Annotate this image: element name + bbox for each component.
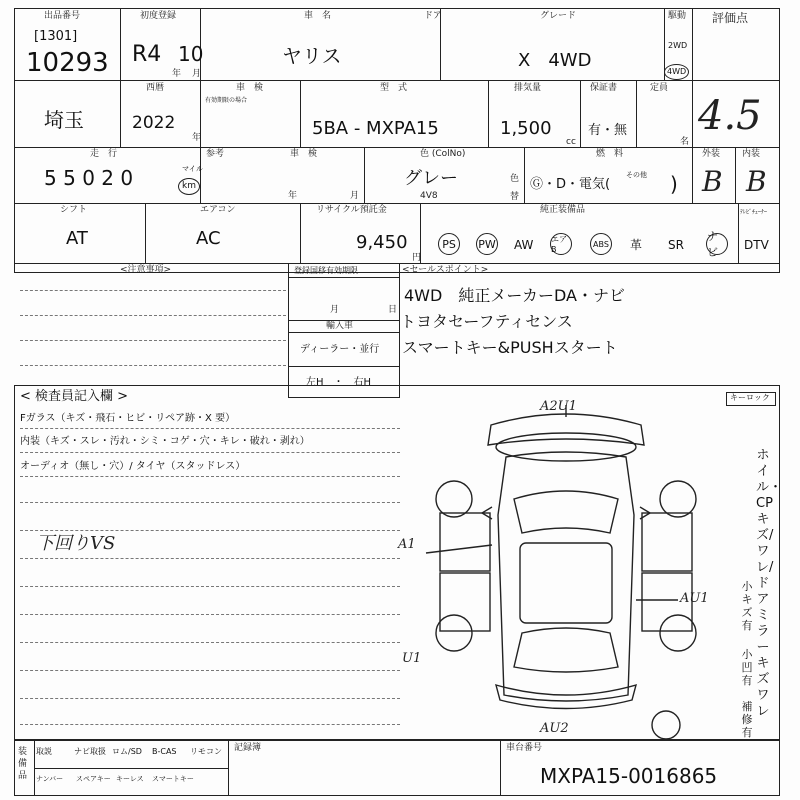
ac: AC bbox=[196, 228, 221, 249]
divider bbox=[580, 80, 581, 147]
month-unit: 月 bbox=[192, 69, 202, 79]
warranty-label: 保証書 bbox=[590, 83, 618, 93]
fuel-close: ) bbox=[670, 172, 678, 196]
inspector-line bbox=[20, 642, 400, 643]
recycle-unit: 円 bbox=[412, 253, 422, 263]
cc-unit: cc bbox=[566, 137, 576, 147]
divider bbox=[692, 8, 693, 147]
divider bbox=[300, 203, 301, 263]
rear-glass bbox=[514, 628, 618, 672]
drive-label: 駆動 bbox=[668, 11, 687, 21]
mileage-digit: 2 bbox=[101, 166, 115, 190]
legend-vertical: ホイル・CPキズ/ワレ/ドアミラーキズワレ bbox=[756, 448, 783, 719]
handwritten-note: 下回りVS bbox=[36, 533, 116, 554]
divider bbox=[735, 147, 736, 203]
fuel-other: その他 bbox=[626, 171, 647, 179]
inspection-label: 車 検 bbox=[236, 83, 264, 93]
region: 埼玉 bbox=[44, 108, 84, 132]
divider bbox=[34, 768, 228, 769]
mark-left: A1 bbox=[398, 537, 416, 552]
divider bbox=[14, 147, 780, 148]
inspection-note: 有効期限の場合 bbox=[205, 97, 248, 104]
divider bbox=[524, 147, 525, 203]
mileage-digit: 5 bbox=[63, 166, 76, 190]
model: 5BA - MXPA15 bbox=[312, 118, 439, 139]
fuel-label: 燃 料 bbox=[596, 149, 624, 159]
tv-label: ﾃﾚﾋﾞﾁｭｰﾅｰ bbox=[740, 209, 768, 216]
divider bbox=[300, 80, 301, 147]
front-bumper bbox=[488, 414, 644, 445]
first-reg-era: R4 bbox=[132, 42, 162, 67]
displacement-label: 排気量 bbox=[514, 83, 542, 93]
interior-label: 内装 bbox=[742, 149, 761, 159]
caution-label: <注意事項> bbox=[120, 265, 172, 275]
leader-left bbox=[426, 545, 492, 553]
wheel-rl bbox=[436, 615, 472, 651]
right-front-door bbox=[642, 513, 692, 571]
footer-item: 取説 bbox=[36, 747, 52, 756]
ac-label: エアコン bbox=[200, 205, 236, 215]
western-label: 西暦 bbox=[146, 83, 165, 93]
caution-line bbox=[20, 290, 286, 291]
sales-point-3: スマートキー&PUSHスタート bbox=[402, 338, 618, 357]
day-unit: 日 bbox=[388, 305, 398, 315]
sales-label: <セールスポイント> bbox=[402, 265, 489, 275]
footer-item: キーレス bbox=[116, 775, 144, 783]
mileage-digits bbox=[44, 168, 133, 188]
sales-point-2: トヨタセーフティセンス bbox=[400, 312, 573, 331]
audio-line: オーディオ（無し・穴）/ タイヤ（スタッドレス） bbox=[20, 461, 246, 472]
divider bbox=[738, 203, 739, 263]
reserve-label: 装 備 品 bbox=[18, 747, 28, 781]
mark-rear: AU2 bbox=[540, 721, 569, 736]
grade-label: グレード bbox=[540, 11, 577, 21]
equipment-item: ナビ bbox=[706, 233, 728, 255]
car-diagram bbox=[396, 395, 726, 740]
key-label: キーロック bbox=[730, 393, 770, 402]
mileage-mark: 参考 bbox=[206, 149, 225, 159]
inspector-title: < 検査員記入欄 > bbox=[20, 389, 129, 404]
capacity-unit: 名 bbox=[680, 137, 690, 147]
body-outline bbox=[498, 452, 634, 701]
capacity-label: 定員 bbox=[650, 83, 669, 93]
wheel-rr bbox=[660, 615, 696, 651]
roof bbox=[520, 543, 612, 623]
divider bbox=[288, 277, 400, 278]
divider bbox=[200, 147, 201, 203]
shift-label: シフト bbox=[60, 205, 88, 215]
divider bbox=[288, 366, 400, 367]
divider bbox=[288, 332, 400, 333]
interior-line: 内装（キズ・スレ・汚れ・シミ・コゲ・穴・キレ・破れ・剥れ） bbox=[20, 436, 310, 447]
inspector-line bbox=[20, 530, 400, 531]
equipment-item: AW bbox=[514, 238, 534, 252]
caution-line bbox=[20, 315, 286, 316]
month-unit: 月 bbox=[330, 305, 340, 315]
divider bbox=[145, 203, 146, 263]
exterior: B bbox=[702, 165, 723, 198]
door-label: ドア bbox=[424, 11, 442, 21]
inspector-line bbox=[20, 558, 400, 559]
wheel-fl bbox=[436, 481, 472, 517]
year-unit: 年 bbox=[172, 69, 182, 79]
equip-label: 純正装備品 bbox=[540, 205, 586, 215]
warranty: 有・無 bbox=[588, 123, 628, 138]
inspector-line bbox=[20, 476, 400, 477]
recycle-label: リサイクル預託金 bbox=[316, 205, 387, 215]
spare-wheel bbox=[652, 711, 680, 739]
inspector-line bbox=[20, 724, 400, 725]
car-name-label: 車 名 bbox=[304, 11, 332, 21]
lot-label: 出品番号 bbox=[44, 11, 81, 21]
inspector-line bbox=[20, 502, 400, 503]
equipment-item: DTV bbox=[744, 238, 769, 252]
color-code: 4V8 bbox=[420, 191, 438, 201]
wheel-fr bbox=[660, 481, 696, 517]
import-value: ディーラー・並行 bbox=[300, 344, 380, 355]
divider bbox=[364, 147, 365, 203]
footer-item: B-CAS bbox=[152, 747, 177, 756]
equipment-item: PS bbox=[438, 233, 460, 255]
month-unit: 月 bbox=[350, 191, 360, 201]
drive-4wd: 4WD bbox=[664, 64, 689, 80]
inspector-line bbox=[20, 698, 400, 699]
divider bbox=[228, 740, 229, 796]
divider bbox=[692, 147, 693, 203]
footer-item: スマートキー bbox=[152, 775, 194, 783]
record-label: 記録簿 bbox=[234, 743, 262, 753]
legend-small-2: 小凹有 bbox=[741, 648, 753, 687]
mileage-unit: km bbox=[178, 178, 200, 195]
mileage-digit: 5 bbox=[44, 166, 57, 190]
color-label: 色 (ColNo) bbox=[420, 149, 466, 159]
inspector-line bbox=[20, 670, 400, 671]
chassis-number: MXPA15-0016865 bbox=[540, 764, 718, 788]
chassis-label: 車台番号 bbox=[506, 743, 543, 753]
inspector-line bbox=[20, 452, 400, 453]
exterior-label: 外装 bbox=[702, 149, 721, 159]
mileage-digit: 0 bbox=[120, 166, 134, 190]
first-reg-label: 初度登録 bbox=[140, 11, 177, 21]
mileage-label: 走 行 bbox=[90, 149, 118, 159]
car-name: ヤリス bbox=[282, 44, 342, 68]
divider bbox=[636, 80, 637, 147]
divider bbox=[120, 8, 121, 147]
footer-item: リモコン bbox=[190, 747, 222, 756]
lot-number: 10293 bbox=[26, 48, 109, 78]
year: 2022 bbox=[132, 113, 176, 133]
footer-item: スペアキー bbox=[76, 775, 111, 783]
model-label: 型 式 bbox=[380, 83, 408, 93]
handle-value: 左H ・ 右H bbox=[306, 377, 372, 388]
mileage-digit: 0 bbox=[82, 166, 95, 190]
mark-rear-left: U1 bbox=[402, 651, 422, 666]
year-unit: 年 bbox=[288, 191, 298, 201]
divider bbox=[14, 203, 780, 204]
equipment-item: ABS bbox=[590, 233, 612, 255]
lot-prefix: [1301] bbox=[34, 29, 78, 44]
equipment-item: SR bbox=[668, 238, 684, 252]
color-change-label: 色替 bbox=[510, 174, 520, 202]
equipment-item: PW bbox=[476, 233, 498, 255]
inspection-label-2: 車 検 bbox=[290, 149, 318, 159]
divider bbox=[500, 740, 501, 796]
fuel: Ⓖ・D・電気( bbox=[530, 177, 611, 192]
caution-line bbox=[20, 340, 286, 341]
glass-line: Fガラス（キズ・飛石・ヒビ・リペア跡・X 要） bbox=[20, 413, 236, 424]
registration-label: 登録国移有効期限 bbox=[294, 266, 358, 275]
sales-point-1: 4WD 純正メーカーDA・ナビ bbox=[404, 286, 625, 305]
mark-right: AU1 bbox=[680, 591, 709, 606]
color: グレー bbox=[404, 168, 458, 189]
legend-small-1: 小キズ有 bbox=[741, 580, 753, 632]
inspector-line bbox=[20, 428, 400, 429]
drive-2wd: 2WD bbox=[668, 41, 688, 50]
footer-item: ロム/SD bbox=[112, 747, 142, 756]
shift: AT bbox=[66, 228, 88, 249]
first-reg-month: 10 bbox=[178, 42, 204, 66]
equipment-item: 革 bbox=[630, 238, 643, 252]
divider bbox=[14, 80, 780, 81]
interior: B bbox=[746, 165, 767, 198]
legend-small-3: 補修有 bbox=[741, 700, 753, 739]
mileage-miles: マイル bbox=[182, 165, 203, 173]
import-label: 輸入車 bbox=[326, 321, 354, 331]
grade: X 4WD bbox=[518, 50, 592, 71]
inspector-line bbox=[20, 614, 400, 615]
recycle: 9,450 bbox=[356, 232, 408, 253]
footer-item: ナビ取扱 bbox=[74, 747, 106, 756]
footer-item: ナンバー bbox=[36, 775, 64, 783]
hood-top bbox=[496, 433, 636, 461]
windshield bbox=[514, 491, 618, 533]
displacement: 1,500 bbox=[500, 118, 552, 139]
caution-line bbox=[20, 365, 286, 366]
score: 4.5 bbox=[698, 93, 762, 139]
divider bbox=[488, 80, 489, 147]
inspector-line bbox=[20, 586, 400, 587]
year-unit: 年 bbox=[192, 133, 202, 143]
left-front-door bbox=[440, 513, 490, 571]
equipment-item: エアB bbox=[550, 233, 572, 255]
score-label: 評価点 bbox=[712, 11, 749, 25]
left-rear-door bbox=[440, 573, 490, 631]
mark-front: A2U1 bbox=[540, 399, 577, 414]
